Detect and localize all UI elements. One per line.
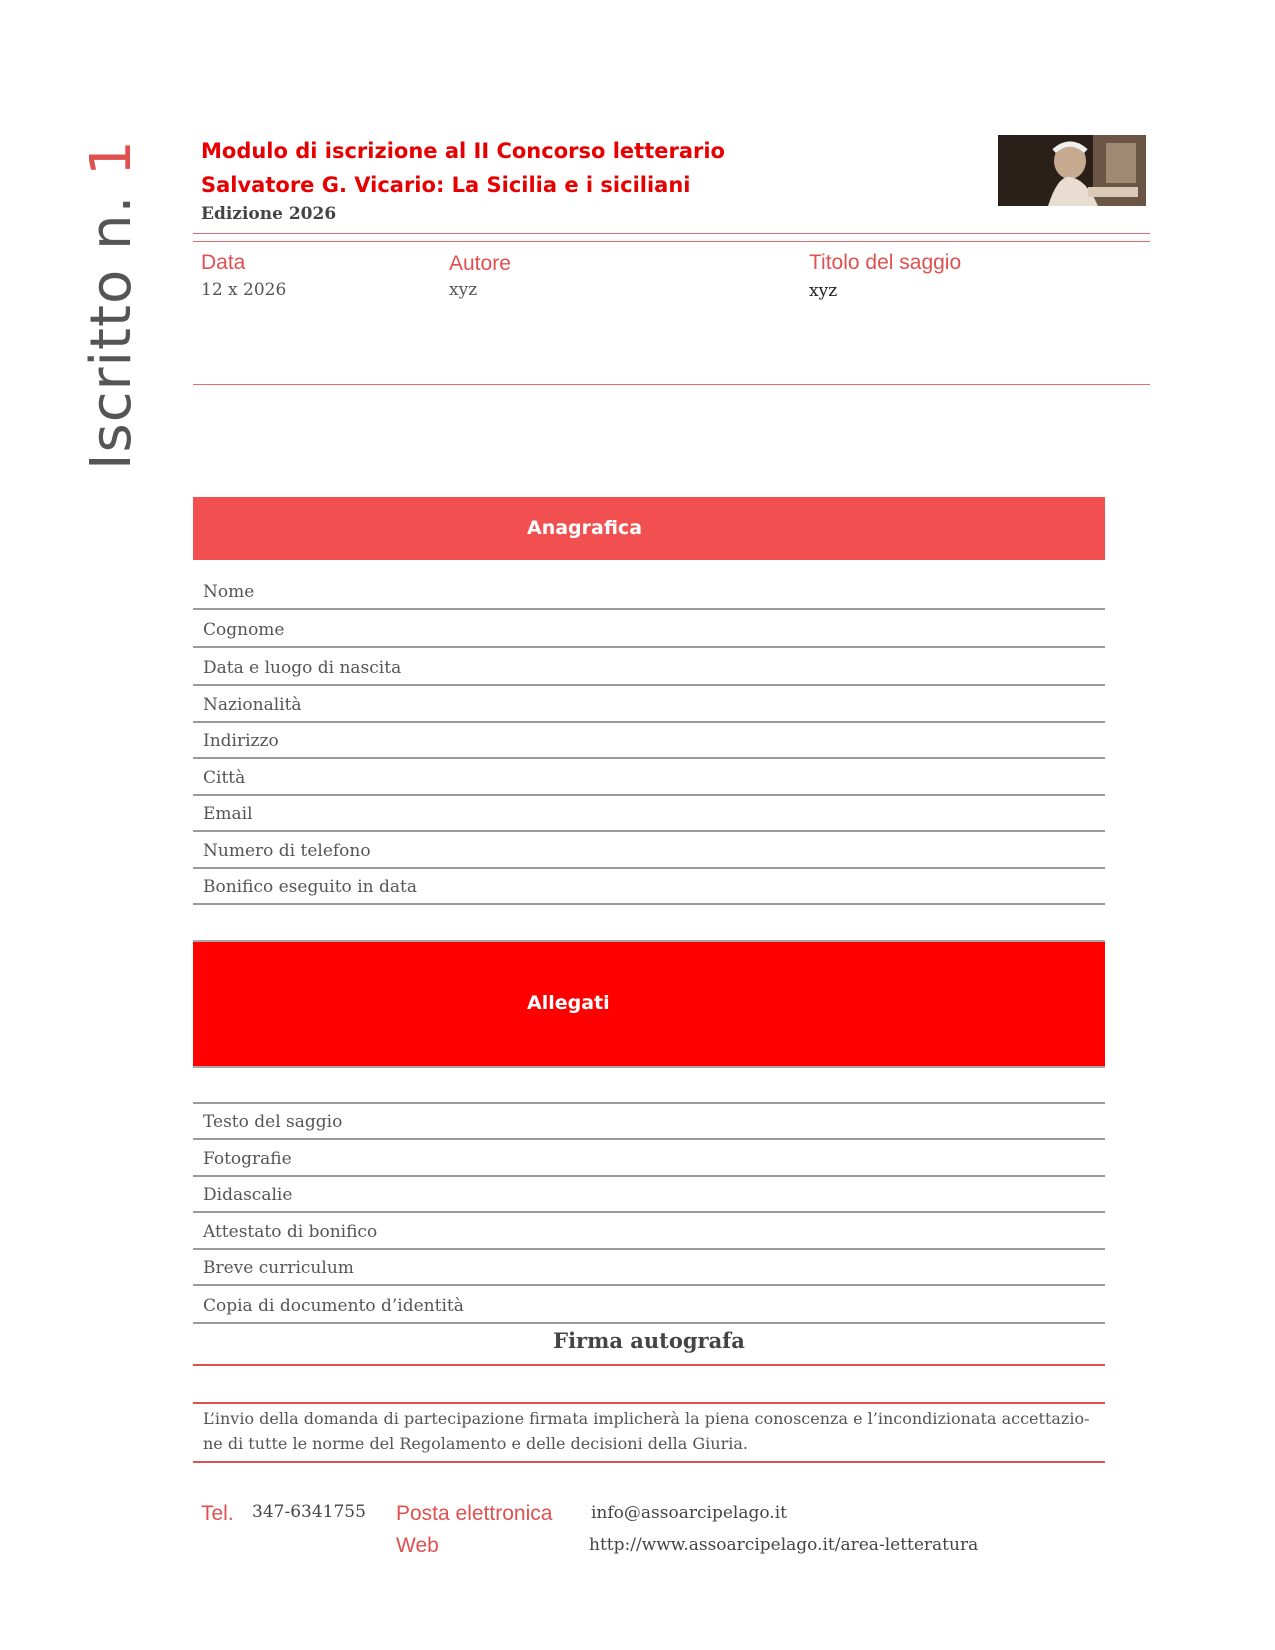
attachment-label: Attestato di bonifico <box>203 1222 378 1242</box>
field-label: Nazionalità <box>203 695 302 715</box>
header-rule-top <box>193 233 1150 234</box>
allegati-header <box>193 940 1105 1068</box>
header-rule-bottom <box>193 241 1150 242</box>
attachment-photos[interactable] <box>193 1140 1105 1177</box>
signature-field[interactable] <box>193 1366 1105 1402</box>
registration-label-text: Iscritto n. <box>79 194 144 470</box>
email-link[interactable]: info@assoarcipelago.it <box>591 1503 787 1523</box>
field-cognome[interactable] <box>193 610 1105 648</box>
info-rule <box>193 384 1150 385</box>
terms-note-line2: ne di tutte le norme del Regolamento e delle decisioni della Giuria. <box>203 1434 748 1453</box>
field-payment-date[interactable] <box>193 869 1105 905</box>
field-address[interactable] <box>193 723 1105 759</box>
portrait-photo-icon <box>998 135 1146 206</box>
allegati-title: Allegati <box>527 992 610 1014</box>
registration-number-label <box>79 139 144 470</box>
terms-note <box>203 1406 1099 1456</box>
attachment-id-copy[interactable] <box>193 1286 1105 1324</box>
form-title-line2: Salvatore G. Vicario: La Sicilia e i siciliani <box>201 173 691 197</box>
anagrafica-header <box>193 497 1105 560</box>
tel-label: Tel. <box>201 1502 234 1525</box>
date-label: Data <box>201 251 246 274</box>
field-label: Città <box>203 768 246 788</box>
attachment-essay-text[interactable] <box>193 1104 1105 1140</box>
field-nome[interactable] <box>193 560 1105 610</box>
field-city[interactable] <box>193 759 1105 796</box>
terms-note-line1: L’invio della domanda di partecipazione firmata implicherà la piena conoscenza e l’incondizionata accettazio- <box>203 1409 1090 1428</box>
edition-label: Edizione 2026 <box>201 204 337 224</box>
attachment-curriculum[interactable] <box>193 1250 1105 1286</box>
essay-title-label: Titolo del saggio <box>809 251 962 274</box>
attachment-label: Breve curriculum <box>203 1258 354 1278</box>
field-label: Data e luogo di nascita <box>203 658 402 678</box>
web-label: Web <box>396 1534 439 1557</box>
date-value[interactable]: 12 x 2026 <box>201 280 287 300</box>
note-rule-bottom <box>193 1461 1105 1463</box>
email-label: Posta elettronica <box>396 1502 553 1525</box>
author-value[interactable]: xyz <box>449 280 478 300</box>
attachment-captions[interactable] <box>193 1177 1105 1213</box>
field-birth[interactable] <box>193 648 1105 686</box>
attachment-label: Copia di documento d’identità <box>203 1296 464 1316</box>
field-label: Cognome <box>203 620 285 640</box>
field-label: Nome <box>203 582 255 602</box>
web-link[interactable]: http://www.assoarcipelago.it/area-letteratura <box>589 1535 979 1555</box>
anagrafica-title: Anagrafica <box>527 517 643 539</box>
attachment-label: Testo del saggio <box>203 1112 343 1132</box>
field-email[interactable] <box>193 796 1105 832</box>
field-label: Email <box>203 804 253 824</box>
field-label: Numero di telefono <box>203 841 371 861</box>
signature-label: Firma autografa <box>553 1328 745 1353</box>
allegati-spacer-row <box>193 1066 1105 1104</box>
author-label: Autore <box>449 252 511 275</box>
field-label: Bonifico eseguito in data <box>203 877 417 897</box>
field-label: Indirizzo <box>203 731 279 751</box>
field-nationality[interactable] <box>193 686 1105 723</box>
tel-value[interactable]: 347-6341755 <box>252 1502 366 1522</box>
attachment-payment-proof[interactable] <box>193 1213 1105 1250</box>
field-phone[interactable] <box>193 832 1105 869</box>
attachment-label: Fotografie <box>203 1149 292 1169</box>
attachment-label: Didascalie <box>203 1185 293 1205</box>
registration-number: 1 <box>79 139 144 176</box>
note-rule-top <box>193 1402 1105 1404</box>
form-title-line1: Modulo di iscrizione al II Concorso letterario <box>201 139 725 163</box>
essay-title-value[interactable]: xyz <box>809 281 838 301</box>
